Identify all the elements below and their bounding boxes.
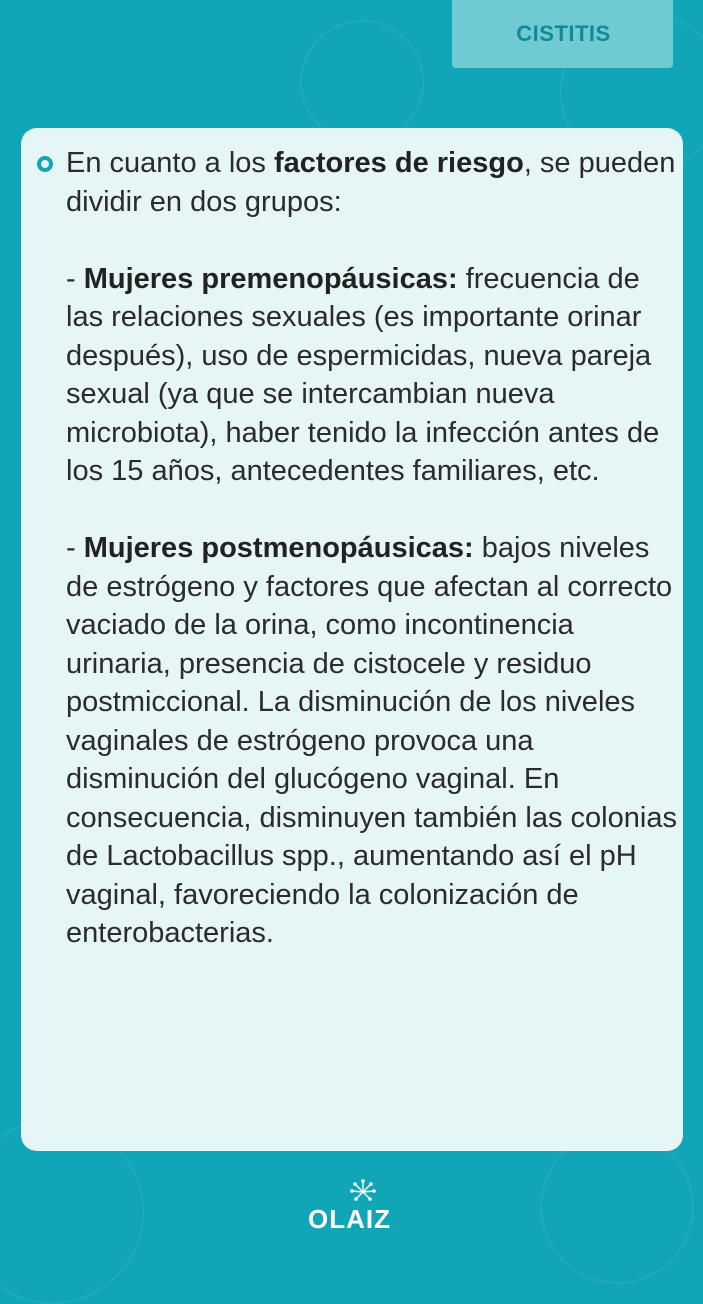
premenopausal-paragraph <box>66 260 681 491</box>
background-decoration <box>540 1130 694 1284</box>
premenopausal-title: Mujeres premenopáusicas: <box>83 262 458 295</box>
content-card <box>21 128 683 1151</box>
logo-wordmark: OLAIZ <box>308 1204 391 1234</box>
intro-paragraph <box>66 144 681 221</box>
premenopausal-text: frecuencia de las relaciones sexuales (es importante orinar después), uso de espermicidas, nueva pareja sexual (ya que se intercambian nueva microbiota), haber tenido la infección antes de los 15 años, antecedentes familiares, etc. <box>66 262 660 487</box>
brand-logo <box>300 1178 400 1234</box>
list-dash: - <box>66 262 84 295</box>
bullet-icon <box>37 156 53 172</box>
category-tag-label: CISTITIS <box>516 21 611 46</box>
dandelion-icon <box>348 1178 378 1206</box>
postmenopausal-paragraph <box>66 529 681 953</box>
intro-text-end: , se pueden dividir en dos grupos: <box>66 147 676 218</box>
list-dash: - <box>66 532 84 564</box>
intro-text: En cuanto a los <box>66 147 274 179</box>
intro-highlight: factores de riesgo <box>273 147 524 179</box>
postmenopausal-text: bajos niveles de estrógeno y factores que afectan al correcto vaciado de la orina, como incontinencia urinaria, presencia de cistocele y residuo postmiccional. La disminución de los niveles vaginales de estrógeno provoca una disminución del glucógeno vaginal. En consecuencia, disminuyen también las colonias de Lactobacillus spp., aumentando así el pH vaginal, favoreciendo la colonización de enterobacterias. <box>66 532 677 949</box>
postmenopausal-title: Mujeres postmenopáusicas: <box>83 532 474 564</box>
paragraph-gap <box>66 491 681 530</box>
background-decoration <box>300 20 424 144</box>
category-tag <box>452 0 673 68</box>
body-text <box>66 144 681 953</box>
paragraph-gap <box>66 221 681 260</box>
